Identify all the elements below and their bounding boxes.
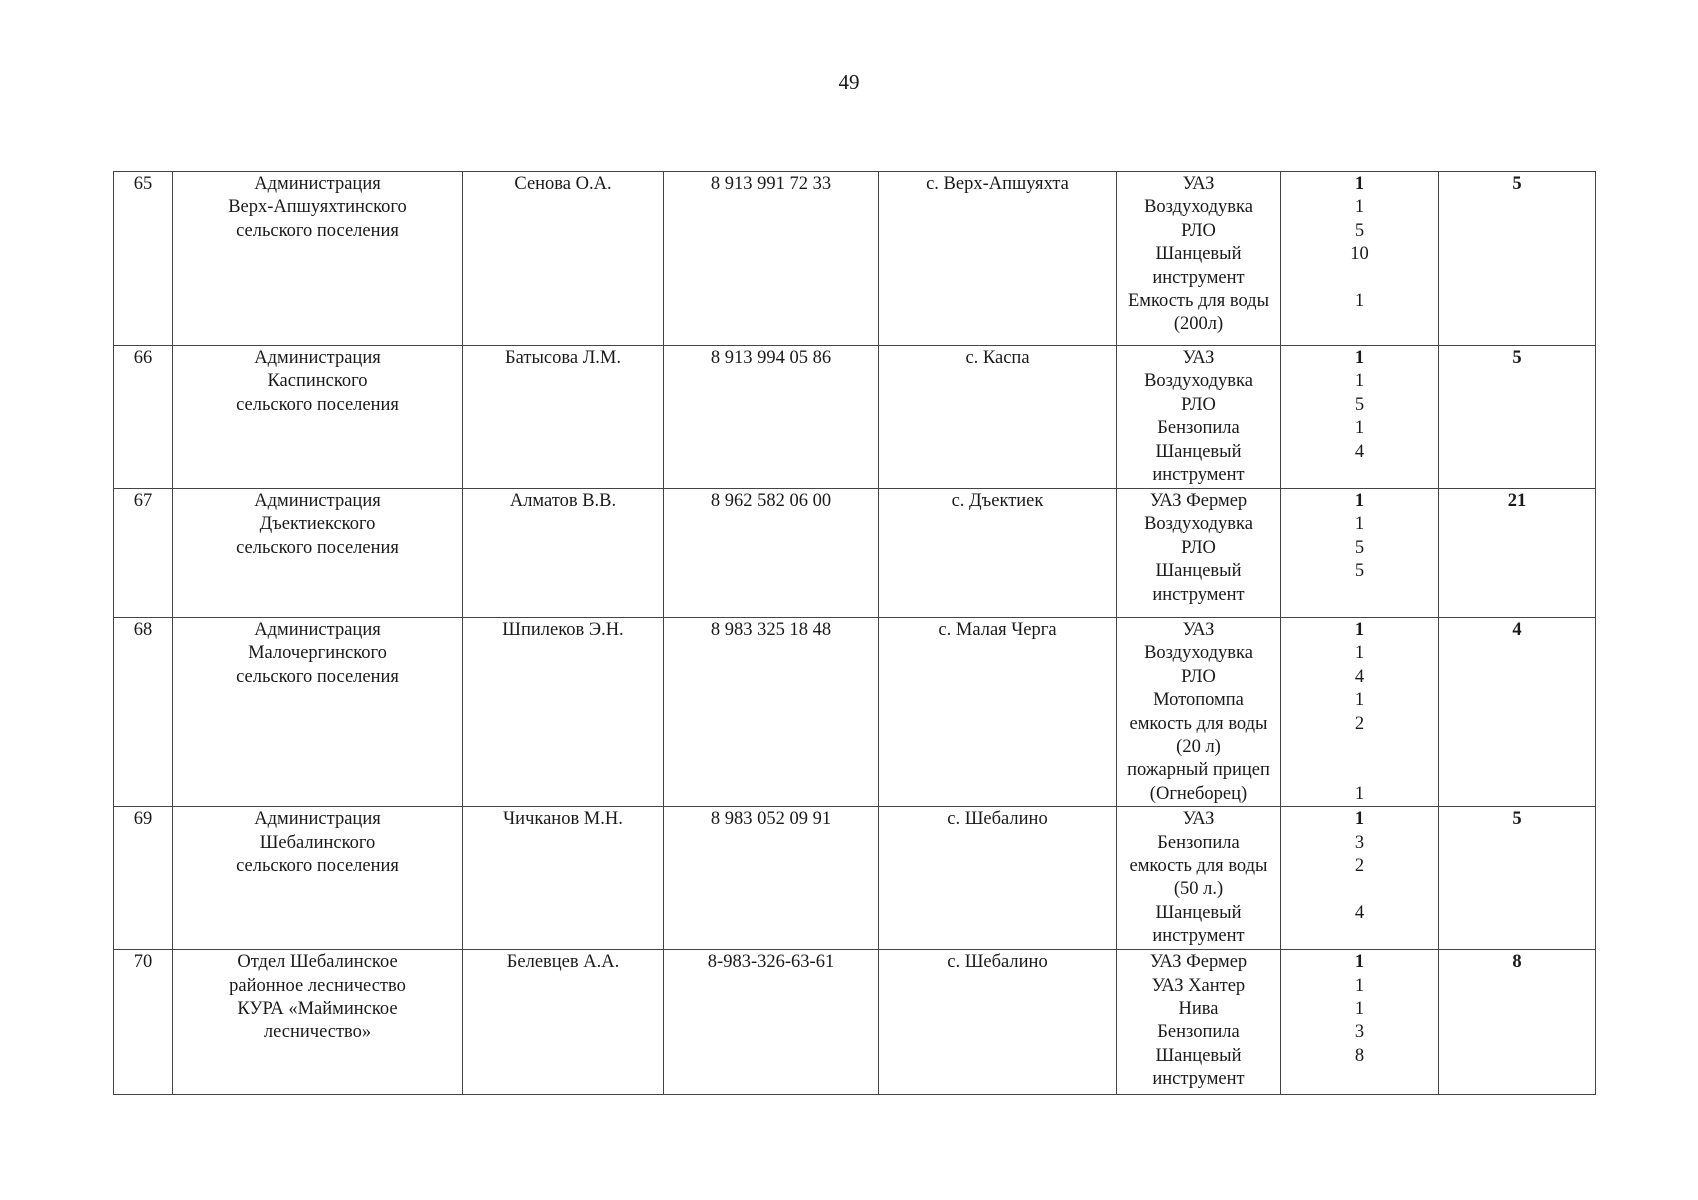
- equipment-item: Мотопомпа: [1153, 690, 1244, 711]
- person-name: Шпилеков Э.Н.: [502, 620, 624, 640]
- equipment-item: Воздуходувка: [1144, 643, 1253, 664]
- row-number: [114, 346, 173, 489]
- equipment-count: 1: [1354, 197, 1365, 218]
- equipment-count: 1: [1354, 418, 1365, 439]
- equipment-list: [1117, 618, 1281, 807]
- equipment-count: [1284, 736, 1435, 759]
- equipment-count: 1: [1354, 348, 1365, 368]
- table-row: [114, 172, 1596, 346]
- total-count-text: 5: [1512, 348, 1522, 368]
- total-count: [1439, 618, 1596, 807]
- total-count: [1439, 172, 1596, 346]
- equipment-item: инструмент: [1152, 465, 1245, 486]
- row-number-text: 68: [133, 620, 153, 640]
- responsible-person: [463, 950, 664, 1095]
- equipment-item: пожарный прицеп: [1127, 760, 1270, 781]
- total-count: [1439, 950, 1596, 1095]
- organization-line: Дъектиекского: [259, 514, 376, 535]
- row-number-text: 66: [133, 348, 153, 368]
- equipment-count: [1284, 878, 1435, 901]
- equipment-count: 5: [1354, 394, 1365, 415]
- equipment-count: [1284, 464, 1435, 487]
- equipment-item: Шанцевый: [1155, 244, 1242, 265]
- equipment-count: 5: [1354, 537, 1365, 558]
- equipment-item: Шанцевый: [1155, 561, 1242, 582]
- table-body: [114, 172, 1596, 1095]
- equipment-count: 2: [1354, 856, 1365, 877]
- equipment-item: инструмент: [1152, 926, 1245, 947]
- equipment-list: [1117, 950, 1281, 1095]
- equipment-count: 5: [1354, 220, 1365, 241]
- village-name: [879, 807, 1117, 950]
- equipment-counts: [1281, 618, 1439, 807]
- phone-number: [664, 807, 879, 950]
- equipment-counts: [1281, 489, 1439, 618]
- equipment-item: РЛО: [1181, 394, 1216, 415]
- row-number-text: 70: [133, 952, 153, 973]
- organization-line: Малочергинского: [248, 643, 387, 664]
- responsible-person: [463, 346, 664, 489]
- equipment-item: Шанцевый: [1155, 1045, 1242, 1066]
- equipment-count: [1284, 1068, 1435, 1091]
- total-count: [1439, 489, 1596, 618]
- equipment-count: 4: [1354, 902, 1365, 923]
- equipment-item: Воздуходувка: [1144, 371, 1253, 392]
- equipment-item: УАЗ Хантер: [1151, 975, 1246, 996]
- organization-line: Администрация: [254, 348, 381, 368]
- equipment-count: 1: [1354, 491, 1365, 511]
- organization-line: сельского поселения: [236, 856, 399, 877]
- equipment-item: инструмент: [1152, 1069, 1245, 1090]
- village-name: [879, 950, 1117, 1095]
- equipment-list: [1117, 346, 1281, 489]
- equipment-count: 1: [1354, 291, 1365, 312]
- equipment-item: УАЗ: [1182, 809, 1215, 830]
- equipment-item: (Огнеборец): [1149, 783, 1248, 804]
- equipment-count: 2: [1354, 713, 1365, 734]
- organization-line: Шебалинского: [259, 832, 376, 853]
- phone-text: 8 913 994 05 86: [710, 348, 832, 368]
- equipment-item: УАЗ Фермер: [1149, 491, 1248, 511]
- village-name: [879, 346, 1117, 489]
- total-count: [1439, 346, 1596, 489]
- equipment-count: 1: [1354, 690, 1365, 711]
- equipment-item: Емкость для воды: [1127, 291, 1270, 312]
- organization-line: сельского поселения: [236, 394, 399, 415]
- equipment-count: 1: [1354, 620, 1365, 640]
- village-name: [879, 618, 1117, 807]
- equipment-item: Шанцевый: [1155, 902, 1242, 923]
- organization-name: [173, 489, 463, 618]
- village-name: [879, 172, 1117, 346]
- responsible-person: [463, 807, 664, 950]
- responsible-person: [463, 618, 664, 807]
- equipment-item: Бензопила: [1157, 1022, 1240, 1043]
- organization-name: [173, 950, 463, 1095]
- total-count-text: 5: [1512, 174, 1522, 194]
- row-number: [114, 172, 173, 346]
- equipment-list: [1117, 807, 1281, 950]
- equipment-count: [1284, 584, 1435, 607]
- equipment-item: инструмент: [1152, 584, 1245, 605]
- village-text: с. Шебалино: [947, 809, 1048, 830]
- equipment-list: [1117, 172, 1281, 346]
- organization-line: сельского поселения: [236, 666, 399, 687]
- equipment-count: 4: [1354, 441, 1365, 462]
- equipment-count: 3: [1354, 1022, 1365, 1043]
- organization-line: Администрация: [254, 174, 381, 194]
- equipment-item: Бензопила: [1157, 418, 1240, 439]
- equipment-item: УАЗ: [1182, 174, 1215, 194]
- table-row: [114, 807, 1596, 950]
- equipment-count: 1: [1354, 999, 1365, 1020]
- total-count-text: 21: [1507, 491, 1527, 511]
- organization-line: Каспинского: [267, 371, 368, 392]
- total-count-text: 8: [1512, 952, 1522, 973]
- row-number: [114, 489, 173, 618]
- organization-name: [173, 618, 463, 807]
- page-number: 49: [838, 70, 860, 94]
- village-name: [879, 489, 1117, 618]
- person-name: Чичканов М.Н.: [503, 809, 623, 830]
- equipment-count: 1: [1354, 643, 1365, 664]
- village-text: с. Дъектиек: [951, 491, 1044, 511]
- equipment-count: 1: [1354, 975, 1365, 996]
- equipment-item: Шанцевый: [1155, 441, 1242, 462]
- person-name: Белевцев А.А.: [506, 952, 620, 973]
- row-number: [114, 618, 173, 807]
- phone-number: [664, 950, 879, 1095]
- equipment-counts: [1281, 950, 1439, 1095]
- organization-line: лесничество»: [263, 1022, 372, 1043]
- row-number-text: 69: [133, 809, 153, 830]
- equipment-count: [1284, 925, 1435, 948]
- equipment-item: Бензопила: [1157, 832, 1240, 853]
- phone-text: 8-983-326-63-61: [707, 952, 835, 973]
- equipment-count: 1: [1354, 514, 1365, 535]
- row-number: [114, 950, 173, 1095]
- phone-text: 8 983 325 18 48: [710, 620, 832, 640]
- equipment-count: 10: [1350, 244, 1369, 265]
- equipment-count: 5: [1354, 561, 1365, 582]
- equipment-count: 4: [1354, 666, 1365, 687]
- equipment-count: 1: [1354, 174, 1365, 194]
- phone-number: [664, 172, 879, 346]
- table-row: [114, 346, 1596, 489]
- equipment-item: РЛО: [1181, 537, 1216, 558]
- equipment-list: [1117, 489, 1281, 618]
- village-text: с. Шебалино: [947, 952, 1048, 973]
- equipment-item: (50 л.): [1173, 879, 1224, 900]
- organization-line: Администрация: [254, 809, 381, 830]
- organization-name: [173, 346, 463, 489]
- row-number: [114, 807, 173, 950]
- equipment-item: (200л): [1173, 314, 1224, 335]
- equipment-count: 1: [1354, 952, 1365, 973]
- total-count-text: 5: [1512, 809, 1522, 830]
- total-count-text: 4: [1512, 620, 1522, 640]
- phone-text: 8 983 052 09 91: [710, 809, 832, 830]
- row-number-text: 67: [133, 491, 153, 511]
- phone-text: 8 962 582 06 00: [710, 491, 832, 511]
- organization-line: КУРА «Майминское: [237, 999, 398, 1020]
- equipment-counts: [1281, 807, 1439, 950]
- equipment-item: Воздуходувка: [1144, 197, 1253, 218]
- phone-text: 8 913 991 72 33: [710, 174, 832, 194]
- table-row: [114, 489, 1596, 618]
- equipment-item: Воздуходувка: [1144, 514, 1253, 535]
- village-text: с. Верх-Апшуяхта: [926, 174, 1069, 194]
- equipment-item: УАЗ: [1182, 620, 1215, 640]
- equipment-count: 1: [1354, 371, 1365, 392]
- organization-name: [173, 172, 463, 346]
- total-count: [1439, 807, 1596, 950]
- village-text: с. Малая Черга: [938, 620, 1057, 640]
- equipment-count: 1: [1354, 783, 1365, 804]
- equipment-counts: [1281, 172, 1439, 346]
- equipment-count: [1284, 267, 1435, 290]
- organization-line: Отдел Шебалинское: [237, 952, 398, 973]
- responsible-person: [463, 172, 664, 346]
- person-name: Сенова О.А.: [514, 174, 612, 194]
- equipment-item: емкость для воды: [1129, 856, 1268, 877]
- person-name: Алматов В.В.: [509, 491, 617, 511]
- table-row: [114, 618, 1596, 807]
- organization-line: Верх-Апшуяхтинского: [228, 197, 407, 218]
- equipment-item: (20 л): [1176, 737, 1221, 758]
- table-row: [114, 950, 1596, 1095]
- organization-line: Администрация: [254, 491, 381, 511]
- organization-name: [173, 807, 463, 950]
- equipment-item: РЛО: [1181, 220, 1216, 241]
- phone-number: [664, 489, 879, 618]
- equipment-count: [1284, 759, 1435, 782]
- equipment-item: УАЗ Фермер: [1149, 952, 1248, 973]
- equipment-item: Нива: [1178, 999, 1219, 1020]
- equipment-item: инструмент: [1152, 267, 1245, 288]
- organization-line: сельского поселения: [236, 220, 399, 241]
- organization-line: сельского поселения: [236, 537, 399, 558]
- equipment-count: 1: [1354, 809, 1365, 830]
- equipment-count: [1284, 313, 1435, 336]
- person-name: Батысова Л.М.: [505, 348, 621, 368]
- equipment-counts: [1281, 346, 1439, 489]
- phone-number: [664, 346, 879, 489]
- village-text: с. Каспа: [965, 348, 1030, 368]
- organization-line: Администрация: [254, 620, 381, 640]
- phone-number: [664, 618, 879, 807]
- equipment-count: 3: [1354, 832, 1365, 853]
- responsible-person: [463, 489, 664, 618]
- row-number-text: 65: [133, 174, 153, 194]
- organization-line: районное лесничество: [229, 975, 406, 996]
- equipment-item: емкость для воды: [1129, 713, 1268, 734]
- equipment-count: 8: [1354, 1045, 1365, 1066]
- equipment-item: РЛО: [1181, 666, 1216, 687]
- equipment-item: УАЗ: [1182, 348, 1215, 368]
- equipment-table: [113, 171, 1596, 1095]
